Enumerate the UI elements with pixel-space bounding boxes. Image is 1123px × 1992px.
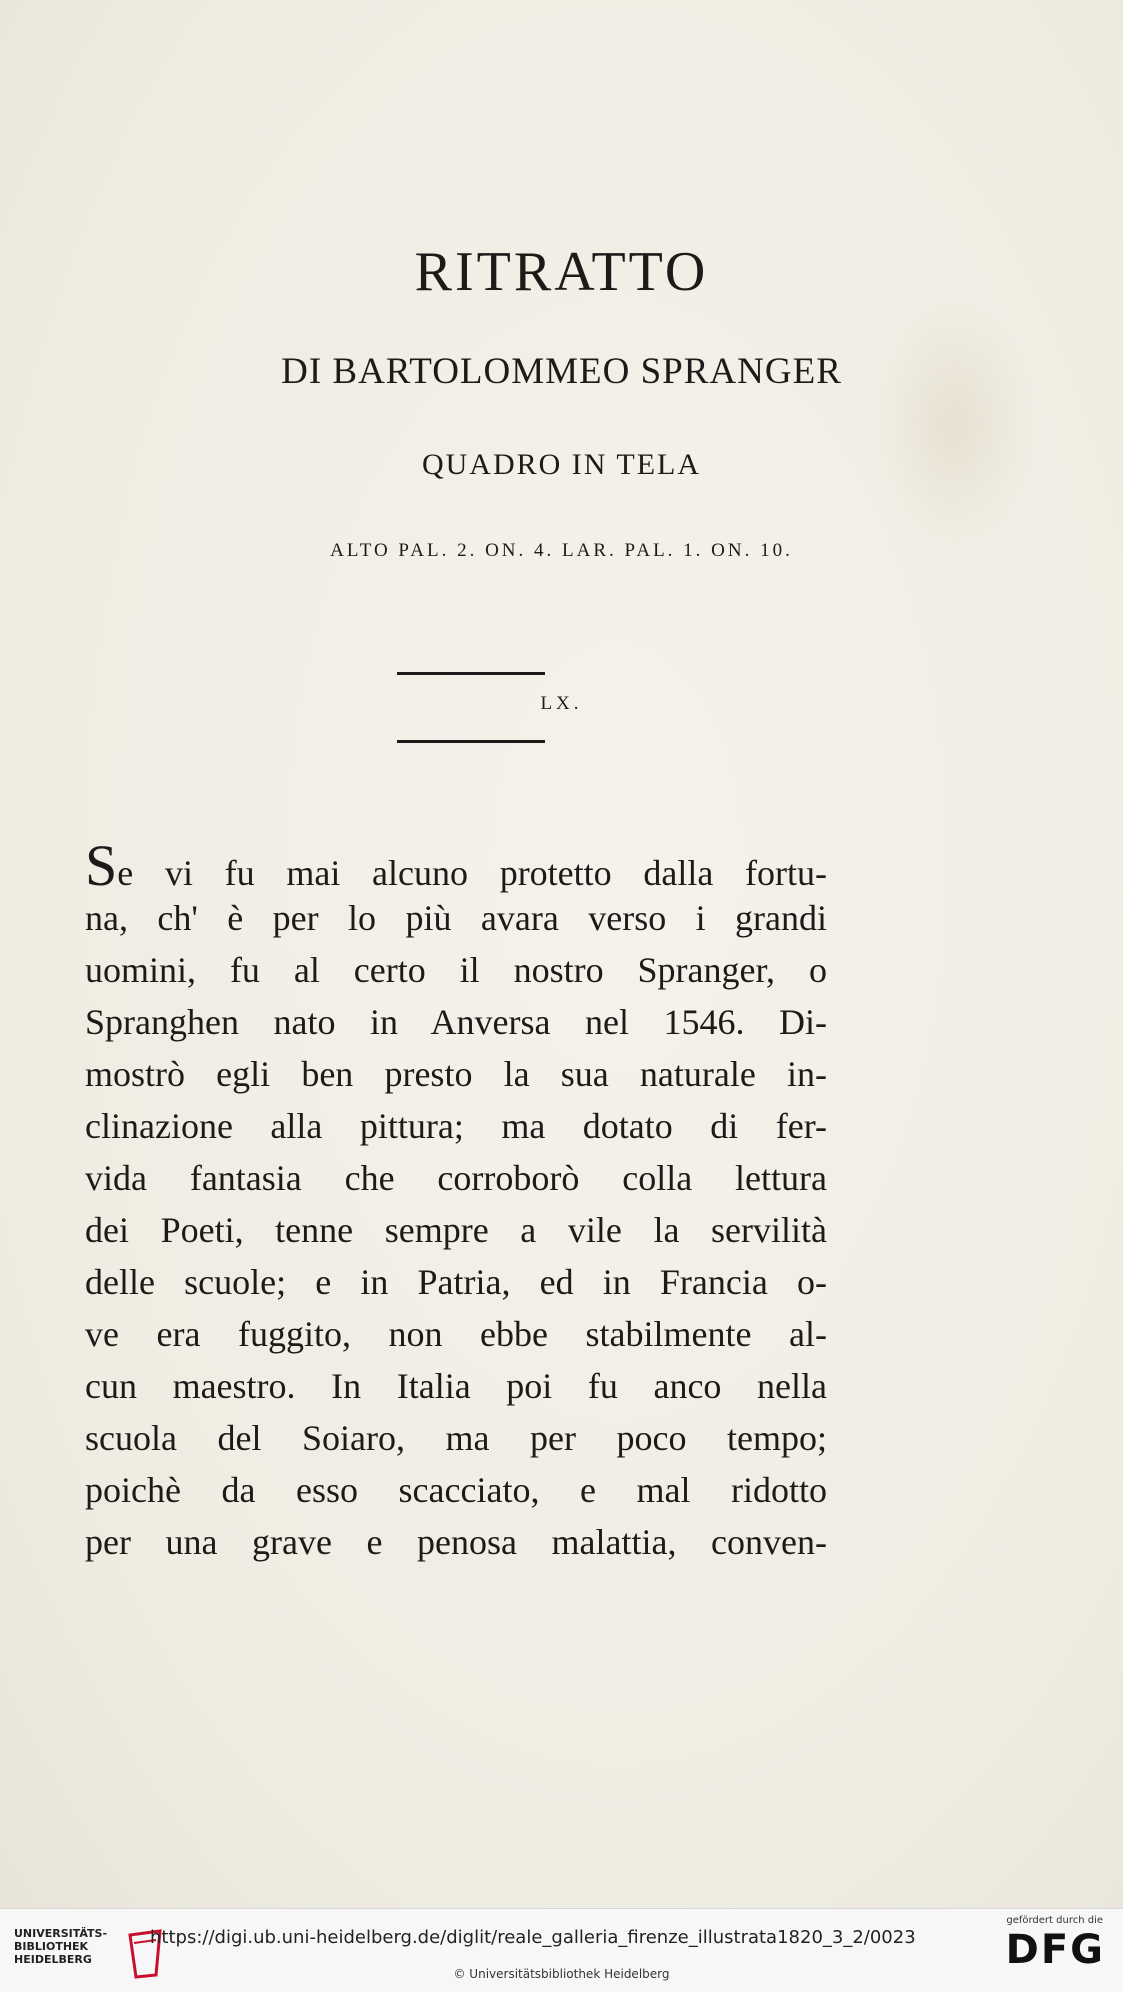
text-line: dei Poeti, tenne sempre a vile la servilità xyxy=(85,1210,827,1250)
text-line: mostrò egli ben presto la sua naturale in- xyxy=(85,1054,827,1094)
text-line: per una grave e penosa malattia, conven- xyxy=(85,1522,827,1562)
text-line: clinazione alla pittura; ma dotato di fer- xyxy=(85,1106,827,1146)
text-line: Se vi fu mai alcuno protetto dalla fortu- xyxy=(85,833,827,898)
library-name-line2: BIBLIOTHEK xyxy=(14,1940,89,1953)
library-name-line1: UNIVERSITÄTS- xyxy=(14,1927,108,1940)
text-line: na, ch' è per lo più avara verso i grandi xyxy=(85,898,827,938)
funding-note: gefördert durch die xyxy=(1006,1915,1103,1926)
page-subtitle: DI BARTOLOMMEO SPRANGER xyxy=(281,351,842,392)
text-line: uomini, fu al certo il nostro Spranger, o xyxy=(85,950,827,990)
body-paragraph xyxy=(85,833,827,1568)
top-ornamental-rule xyxy=(397,672,545,675)
text-line: ve era fuggito, non ebbe stabilmente al- xyxy=(85,1314,827,1354)
text-line: scuola del Soiaro, ma per poco tempo; xyxy=(85,1418,827,1458)
medium-line: QUADRO IN TELA xyxy=(421,448,702,481)
library-name-line3: HEIDELBERG xyxy=(14,1953,92,1966)
text-line: delle scuole; e in Patria, ed in Francia o- xyxy=(85,1262,827,1302)
viewer-footer xyxy=(0,1908,1123,1992)
drop-cap: S xyxy=(85,833,118,898)
plate-numeral: LX. xyxy=(540,693,583,714)
text-line: Spranghen nato in Anversa nel 1546. Di- xyxy=(85,1002,827,1042)
paper-stain xyxy=(873,300,1033,550)
copyright-notice: © Universitätsbibliothek Heidelberg xyxy=(453,1967,670,1981)
text-line: vida fantasia che corroborò colla lettura xyxy=(85,1158,827,1198)
dimensions-line: ALTO PAL. 2. ON. 4. LAR. PAL. 1. ON. 10. xyxy=(330,540,793,561)
page-title: RITRATTO xyxy=(414,241,709,303)
permalink-url[interactable]: https://digi.ub.uni-heidelberg.de/diglit/reale_galleria_firenze_illustrata1820_3_2/0023 xyxy=(150,1927,916,1948)
bottom-ornamental-rule xyxy=(397,740,545,743)
text-line: cun maestro. In Italia poi fu anco nella xyxy=(85,1366,827,1406)
text-line: poichè da esso scacciato, e mal ridotto xyxy=(85,1470,827,1510)
dfg-logo[interactable]: DFG xyxy=(1005,1927,1105,1973)
